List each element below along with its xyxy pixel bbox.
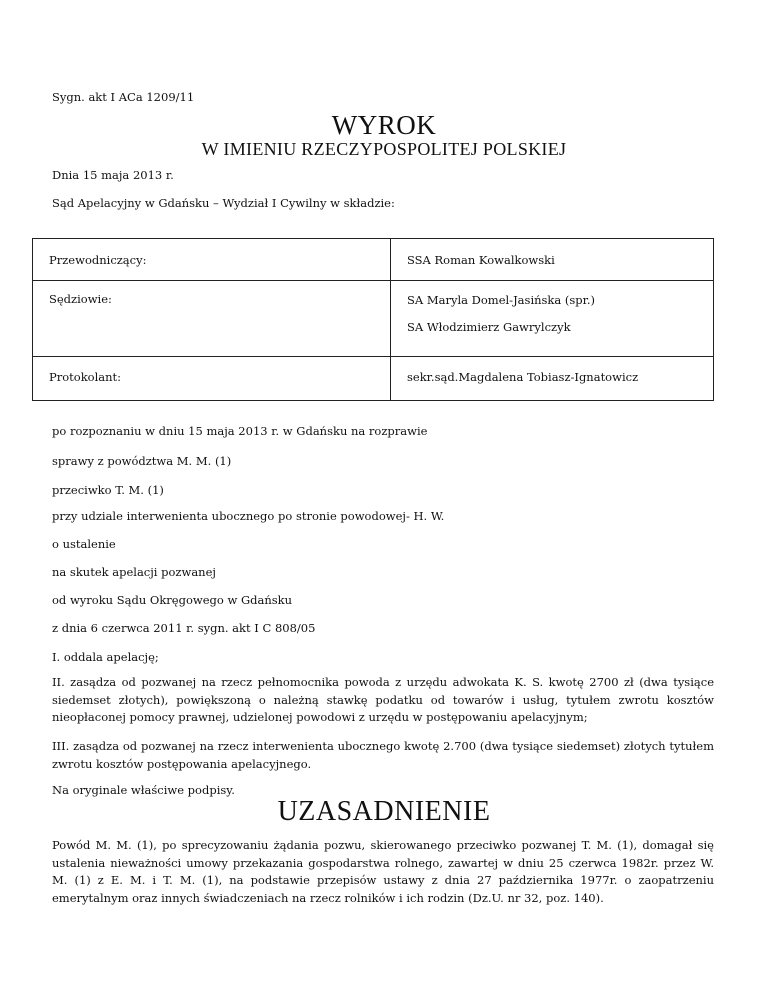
table-row: [33, 239, 714, 281]
ruling-item: I. oddala apelację;: [52, 650, 159, 664]
judge-name: SA Maryla Domel-Jasińska (spr.): [407, 293, 596, 307]
proceedings-line: przy udziale interwenienta ubocznego po stronie powodowej- H. W.: [52, 509, 445, 523]
proceedings-line: na skutek apelacji pozwanej: [52, 565, 216, 579]
court-composition-intro: Sąd Apelacyjny w Gdańsku – Wydział I Cywilny w składzie:: [52, 196, 395, 210]
proceedings-line: od wyroku Sądu Okręgowego w Gdańsku: [52, 593, 293, 607]
signature-note: Na oryginale właściwe podpisy.: [52, 783, 235, 797]
judgment-title: WYROK: [331, 110, 437, 140]
proceedings-line: z dnia 6 czerwca 2011 r. sygn. akt I C 808/05: [52, 621, 316, 635]
clerk-name: sekr.sąd.Magdalena Tobiasz-Ignatowicz: [391, 357, 714, 401]
proceedings-line: sprawy z powództwa M. M. (1): [52, 454, 232, 468]
ruling-item: III. zasądza od pozwanej na rzecz interwenienta ubocznego kwotę 2.700 (dwa tysiące siedemset) złotych tytułem zwrotu kosztów postępowania apelacyjnego.: [52, 739, 714, 771]
table-row: [33, 281, 714, 357]
ruling-item: II. zasądza od pozwanej na rzecz pełnomocnika powoda z urzędu adwokata K. S. kwotę 2700 zł (dwa tysiące siedemset złotych), powiększoną o należną stawkę podatku od towarów i usług, tytułem zwrotu kosztów nieopłaconej pomocy prawnej, udzielonej powodowi z urzędu w postępowaniu apelacyjnym;: [52, 675, 714, 724]
clerk-label: Protokolant:: [33, 357, 391, 401]
case-signature: Sygn. akt I ACa 1209/11: [52, 90, 195, 104]
judgment-subtitle: W IMIENIU RZECZYPOSPOLITEJ POLSKIEJ: [201, 139, 567, 159]
proceedings-line: po rozpoznaniu w dniu 15 maja 2013 r. w Gdańsku na rozprawie: [52, 424, 428, 438]
justification-title: UZASADNIENIE: [277, 796, 491, 827]
judgment-date: Dnia 15 maja 2013 r.: [52, 168, 174, 182]
proceedings-line: o ustalenie: [52, 537, 116, 551]
judge-name: SA Włodzimierz Gawrylczyk: [407, 320, 571, 334]
court-composition-table: [32, 238, 714, 401]
presiding-name: SSA Roman Kowalkowski: [391, 239, 714, 281]
judges-label: Sędziowie:: [33, 281, 391, 357]
presiding-label: Przewodniczący:: [33, 239, 391, 281]
table-row: [33, 357, 714, 401]
judges-cell: [391, 281, 714, 357]
proceedings-line: przeciwko T. M. (1): [52, 483, 164, 497]
justification-paragraph: Powód M. M. (1), po sprecyzowaniu żądania pozwu, skierowanego przeciwko pozwanej T. M. (1), domagał się ustalenia nieważności umowy przekazania gospodarstwa rolnego, zawartej w dniu 25 czerwca 1982r. przez W. M. (1) z E. M. i T. M. (1), na podstawie przepisów ustawy z dnia 27 października 1977r. o zaopatrzeniu emerytalnym oraz innych świadczeniach na rzecz rolników i ich rodzin (Dz.U. nr 32, poz. 140).: [52, 838, 714, 905]
